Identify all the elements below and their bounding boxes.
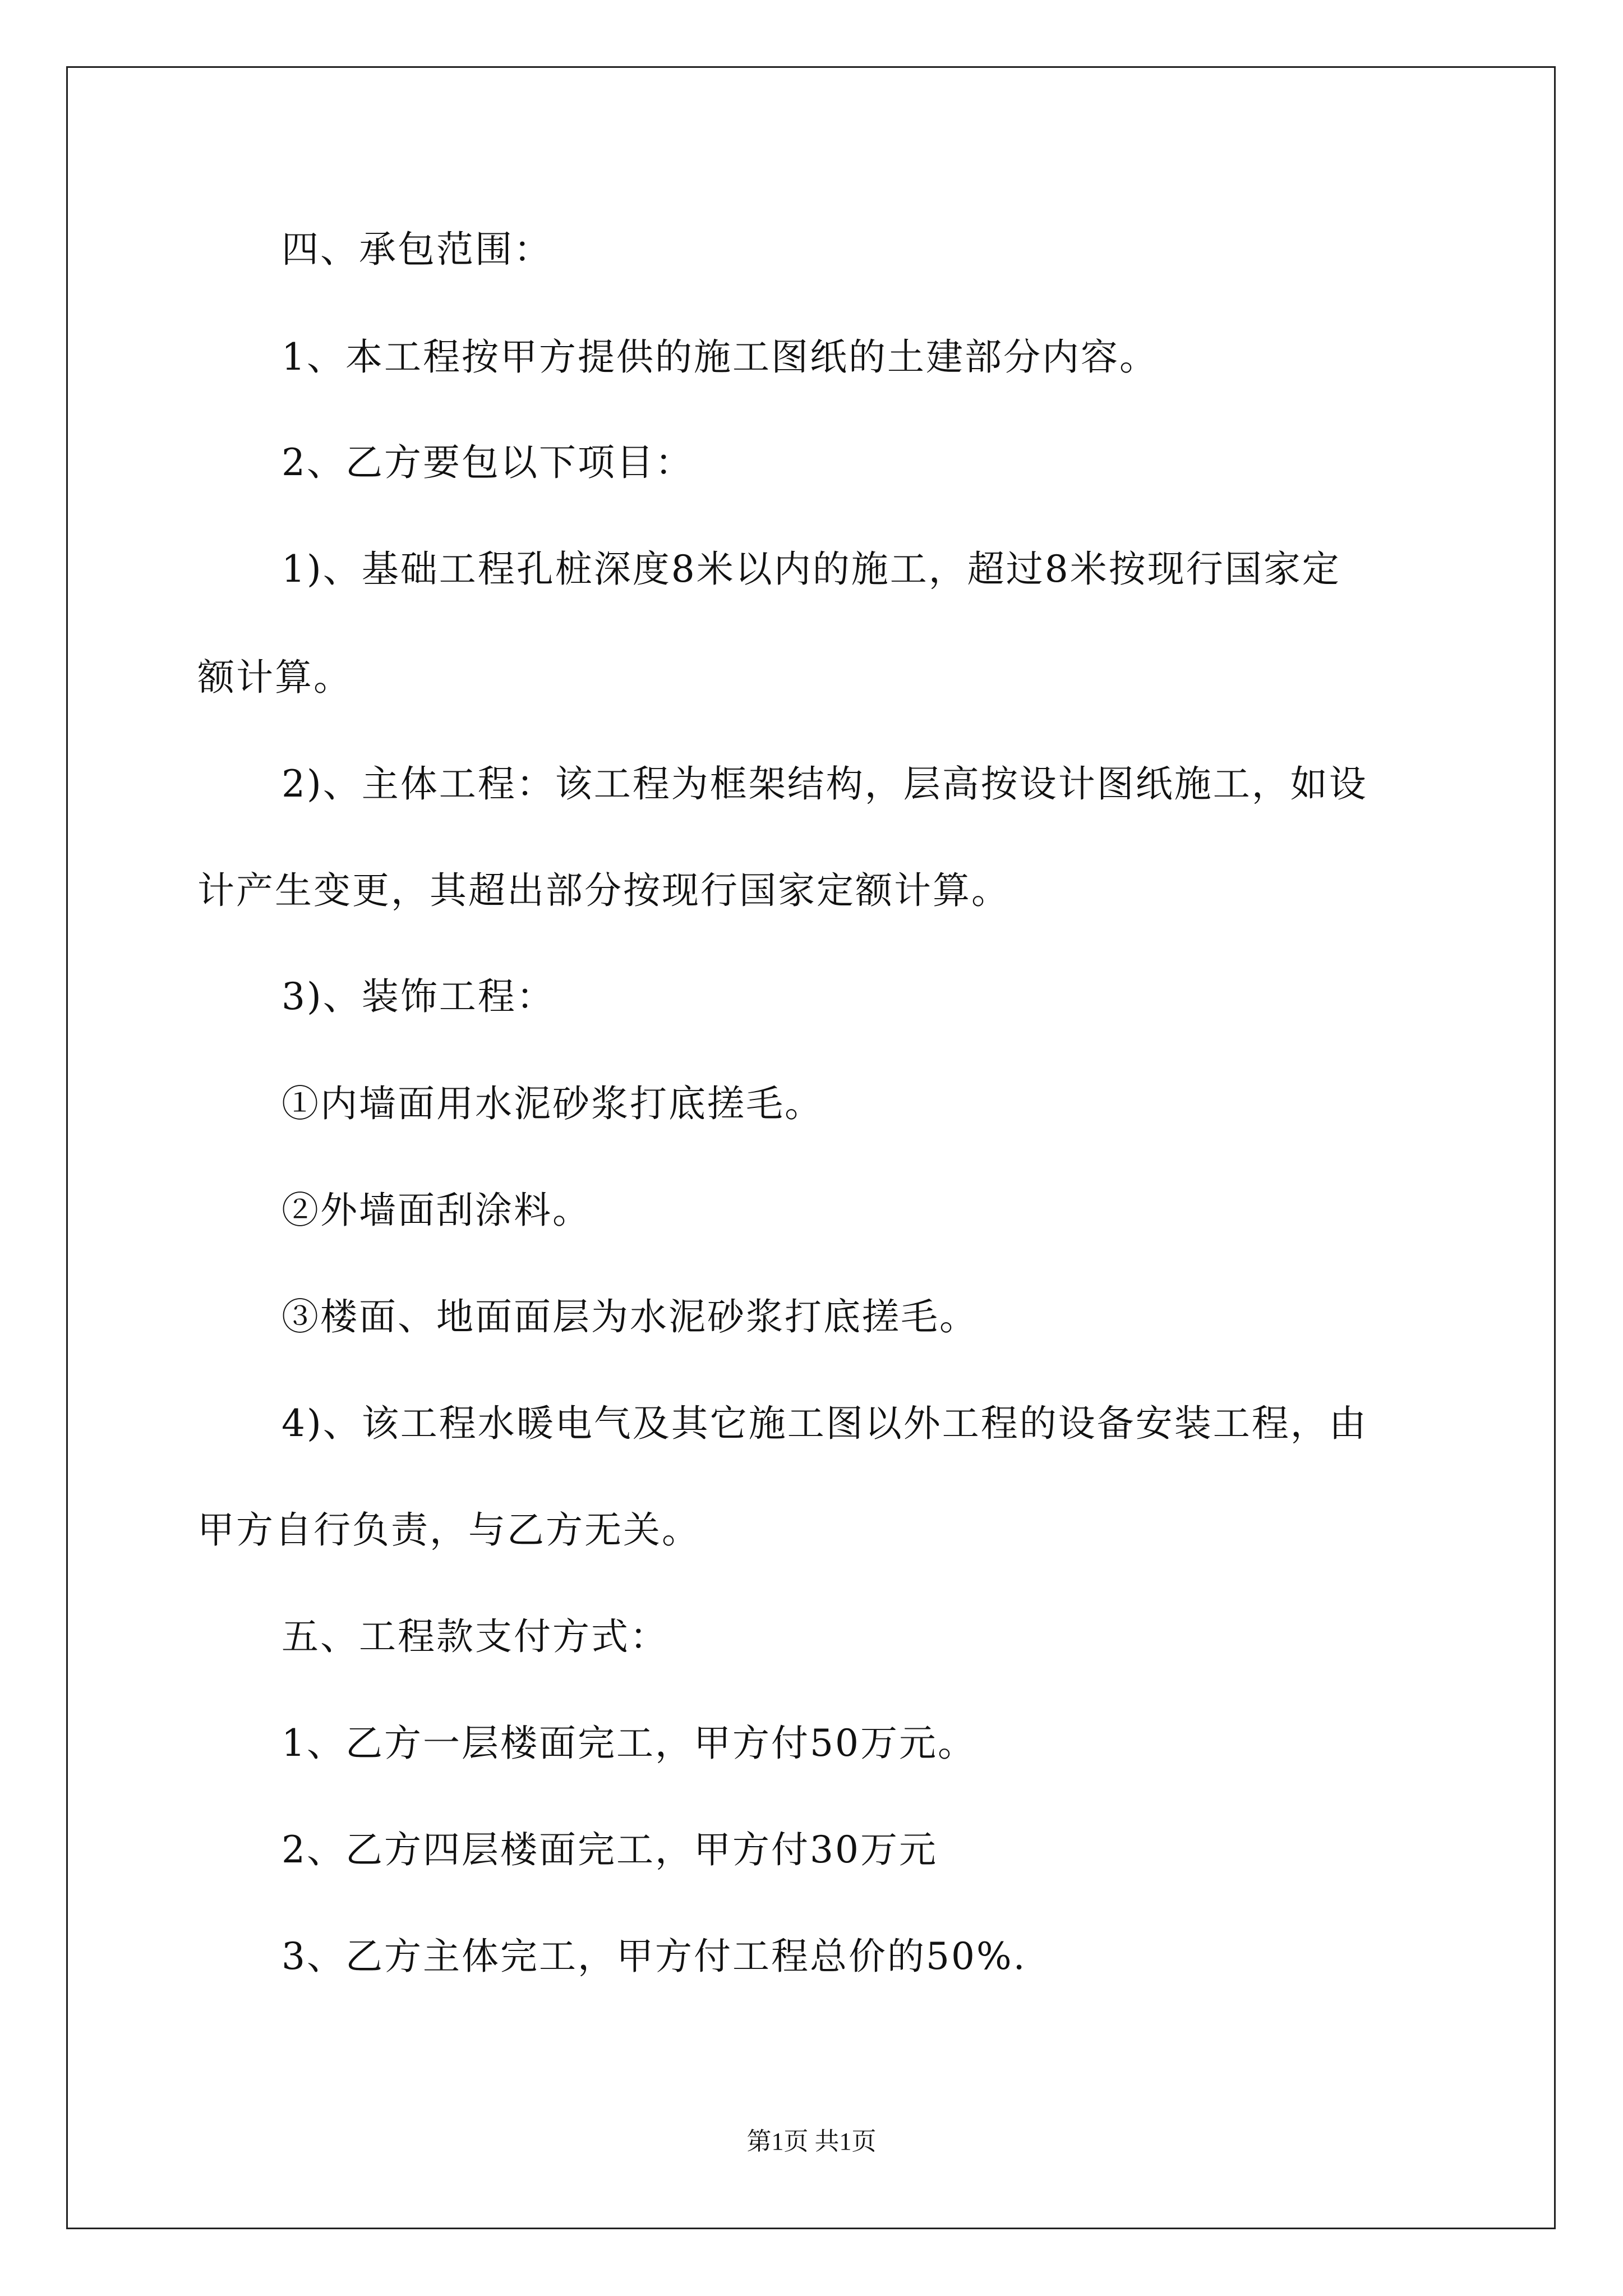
paragraph-line: 2)、主体工程：该工程为框架结构，层高按设计图纸施工，如设	[282, 762, 1368, 806]
paragraph-line: 甲方自行负责，与乙方无关。	[197, 1508, 700, 1552]
section-heading: 五、工程款支付方式：	[282, 1615, 668, 1658]
page-border	[66, 66, 1556, 2229]
paragraph-line: ①内墙面用水泥砂浆打底搓毛。	[282, 1082, 823, 1125]
paragraph-line: 3)、装饰工程：	[282, 975, 555, 1018]
paragraph-line: 2、乙方四层楼面完工，甲方付30万元	[282, 1828, 938, 1871]
paragraph-line: 计产生变更，其超出部分按现行国家定额计算。	[197, 869, 1010, 912]
paragraph-line: 额计算。	[197, 656, 352, 699]
paragraph-line: ③楼面、地面面层为水泥砂浆打底搓毛。	[282, 1295, 978, 1338]
paragraph-line: 1、本工程按甲方提供的施工图纸的土建部分内容。	[282, 335, 1158, 379]
paragraph-line: 2、乙方要包以下项目：	[282, 441, 694, 484]
paragraph-line: 3、乙方主体完工，甲方付工程总价的50%.	[282, 1935, 1027, 1978]
section-heading: 四、承包范围：	[282, 228, 552, 271]
page-number-footer: 第1页 共1页	[746, 2128, 877, 2155]
paragraph-line: 1)、基础工程孔桩深度8米以内的施工，超过8米按现行国家定	[282, 547, 1341, 591]
paragraph-line: ②外墙面刮涂料。	[282, 1189, 591, 1232]
paragraph-line: 1、乙方一层楼面完工，甲方付50万元。	[282, 1722, 976, 1765]
paragraph-line: 4)、该工程水暖电气及其它施工图以外工程的设备安装工程，由	[282, 1402, 1368, 1445]
